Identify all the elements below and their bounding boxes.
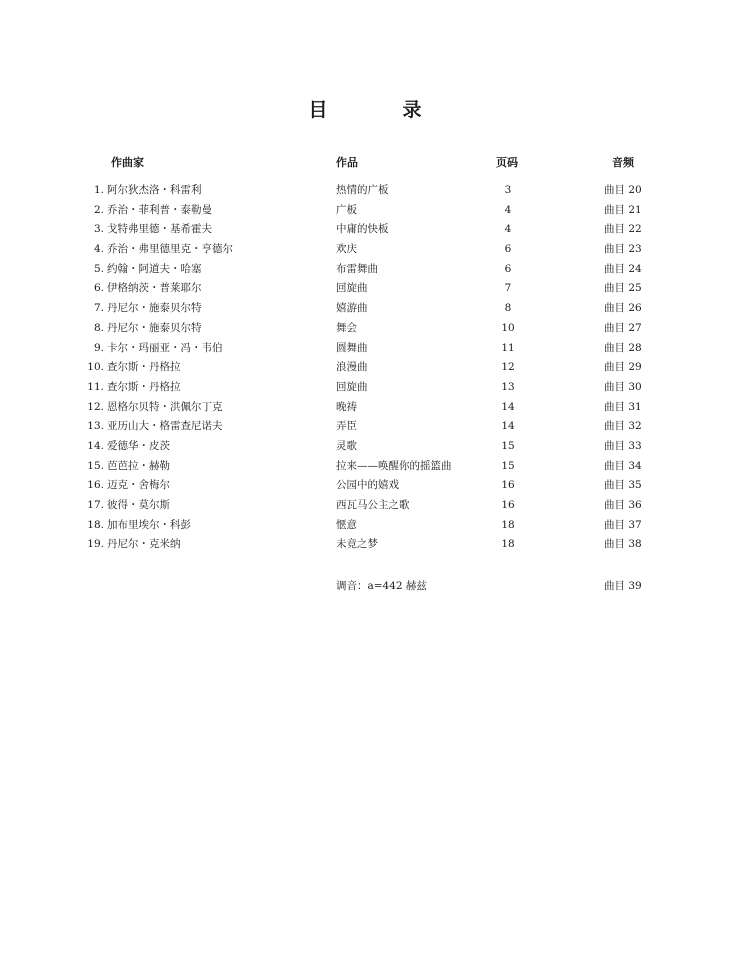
entry-work: 回旋曲 [336, 380, 368, 393]
entry-number: 13. [87, 420, 104, 433]
entry-work: 惬意 [336, 518, 357, 531]
entry-composer: 芭芭拉・赫勒 [107, 459, 170, 472]
column-header-composer: 作曲家 [111, 156, 144, 169]
entry-composer: 戈特弗里德・基希霍夫 [107, 223, 212, 236]
entry-composer: 卡尔・玛丽亚・冯・韦伯 [107, 341, 223, 354]
entry-page: 13 [501, 380, 515, 393]
entry-number: 9. [93, 341, 104, 354]
toc-entry [0, 476, 730, 496]
entry-page: 4 [504, 203, 512, 216]
tuning-label: 调音：a=442 赫兹 [336, 580, 427, 592]
entry-composer: 丹尼尔・克米纳 [107, 538, 181, 551]
entry-page: 10 [501, 321, 515, 334]
entry-track: 曲目 22 [604, 223, 642, 236]
entry-number: 7. [93, 302, 104, 315]
entry-composer: 查尔斯・丹格拉 [107, 380, 181, 393]
toc-entry [0, 279, 730, 299]
entry-number: 18. [87, 518, 104, 531]
toc-entry [0, 358, 730, 378]
entry-number: 1. [93, 184, 104, 196]
toc-entry [0, 496, 730, 516]
entry-page: 4 [504, 223, 512, 236]
entry-work: 布雷舞曲 [336, 262, 378, 275]
entry-work: 拉来——唤醒你的摇篮曲 [336, 459, 452, 472]
entry-work: 浪漫曲 [336, 361, 368, 374]
toc-entry [0, 516, 730, 536]
entry-page: 3 [504, 184, 512, 196]
entry-track: 曲目 28 [604, 341, 642, 354]
entry-number: 15. [87, 459, 104, 472]
entry-track: 曲目 23 [604, 243, 642, 256]
entry-page: 8 [504, 302, 512, 315]
toc-entry [0, 240, 730, 260]
entry-track: 曲目 21 [604, 203, 642, 216]
entry-number: 12. [87, 400, 104, 413]
entry-number: 5. [93, 262, 104, 275]
table-header [0, 155, 730, 171]
entry-composer: 恩格尔贝特・洪佩尔丁克 [107, 400, 223, 413]
entry-track: 曲目 26 [604, 302, 642, 315]
entry-number: 3. [93, 223, 104, 236]
toc-list [0, 181, 730, 555]
entry-track: 曲目 34 [604, 459, 642, 472]
entry-composer: 迈克・舍梅尔 [107, 479, 170, 492]
entry-number: 17. [87, 499, 104, 511]
entry-work: 圆舞曲 [336, 341, 368, 354]
entry-composer: 阿尔狄杰洛・科雷利 [107, 184, 202, 196]
toc-entry [0, 201, 730, 221]
entry-work: 欢庆 [336, 243, 357, 256]
entry-number: 16. [87, 479, 104, 492]
toc-entry [0, 319, 730, 339]
column-header-work: 作品 [336, 156, 358, 169]
entry-track: 曲目 30 [604, 380, 642, 393]
entry-track: 曲目 20 [604, 184, 642, 196]
column-header-track: 音频 [612, 156, 634, 169]
entry-track: 曲目 29 [604, 361, 642, 374]
entry-number: 11. [87, 380, 104, 393]
entry-composer: 乔治・菲利普・泰勒曼 [107, 203, 212, 216]
entry-page: 6 [504, 243, 512, 256]
entry-number: 19. [87, 538, 104, 551]
entry-track: 曲目 32 [604, 420, 642, 433]
tuning-track: 曲目 39 [604, 580, 642, 592]
entry-work: 弄臣 [336, 420, 357, 433]
entry-track: 曲目 35 [604, 479, 642, 492]
entry-number: 6. [93, 282, 104, 295]
entry-composer: 丹尼尔・施泰贝尔特 [107, 302, 202, 315]
entry-track: 曲目 31 [604, 400, 642, 413]
entry-page: 16 [501, 479, 515, 492]
entry-page: 18 [501, 538, 515, 551]
entry-work: 热情的广板 [336, 184, 389, 196]
entry-number: 2. [93, 203, 104, 216]
entry-number: 14. [87, 439, 104, 452]
entry-track: 曲目 37 [604, 518, 642, 531]
entry-number: 8. [93, 321, 104, 334]
toc-entry [0, 339, 730, 359]
entry-composer: 约翰・阿道夫・哈塞 [107, 262, 202, 275]
entry-page: 6 [504, 262, 512, 275]
entry-composer: 查尔斯・丹格拉 [107, 361, 181, 374]
entry-page: 12 [501, 361, 515, 374]
toc-entry [0, 181, 730, 201]
entry-number: 4. [93, 243, 104, 256]
entry-work: 中庸的快板 [336, 223, 389, 236]
entry-work: 嬉游曲 [336, 302, 368, 315]
toc-entry [0, 260, 730, 280]
entry-page: 15 [501, 459, 515, 472]
entry-track: 曲目 38 [604, 538, 642, 551]
entry-page: 14 [501, 420, 515, 433]
tuning-row [0, 576, 730, 596]
toc-entry [0, 417, 730, 437]
entry-track: 曲目 25 [604, 282, 642, 295]
entry-work: 广板 [336, 203, 357, 216]
entry-page: 15 [501, 439, 515, 452]
entry-work: 公园中的嬉戏 [336, 479, 399, 492]
entry-composer: 伊格纳茨・普莱耶尔 [107, 282, 202, 295]
toc-entry [0, 299, 730, 319]
entry-work: 回旋曲 [336, 282, 368, 295]
page-title: 目 录 [308, 99, 450, 121]
entry-composer: 加布里埃尔・科彭 [107, 518, 191, 531]
column-header-page: 页码 [496, 156, 518, 169]
entry-composer: 丹尼尔・施泰贝尔特 [107, 321, 202, 334]
entry-work: 舞会 [336, 321, 357, 334]
entry-track: 曲目 27 [604, 321, 642, 334]
entry-page: 7 [504, 282, 512, 295]
toc-entry [0, 535, 730, 555]
toc-entry [0, 398, 730, 418]
entry-page: 18 [501, 518, 515, 531]
entry-track: 曲目 36 [604, 499, 642, 511]
toc-entry [0, 457, 730, 477]
entry-work: 未竟之梦 [336, 538, 378, 551]
entry-page: 14 [501, 400, 515, 413]
toc-entry [0, 220, 730, 240]
entry-number: 10. [87, 361, 104, 374]
entry-composer: 亚历山大・格雷查尼诺夫 [107, 420, 223, 433]
entry-composer: 彼得・莫尔斯 [107, 499, 170, 511]
entry-page: 16 [501, 499, 515, 511]
entry-track: 曲目 33 [604, 439, 642, 452]
entry-composer: 爱德华・皮茨 [107, 439, 170, 452]
toc-entry [0, 378, 730, 398]
entry-work: 灵歌 [336, 439, 357, 452]
entry-track: 曲目 24 [604, 262, 642, 275]
toc-entry [0, 437, 730, 457]
entry-page: 11 [501, 341, 515, 354]
entry-composer: 乔治・弗里德里克・亨德尔 [107, 243, 233, 256]
entry-work: 晚祷 [336, 400, 357, 413]
entry-work: 西瓦马公主之歌 [336, 499, 410, 511]
